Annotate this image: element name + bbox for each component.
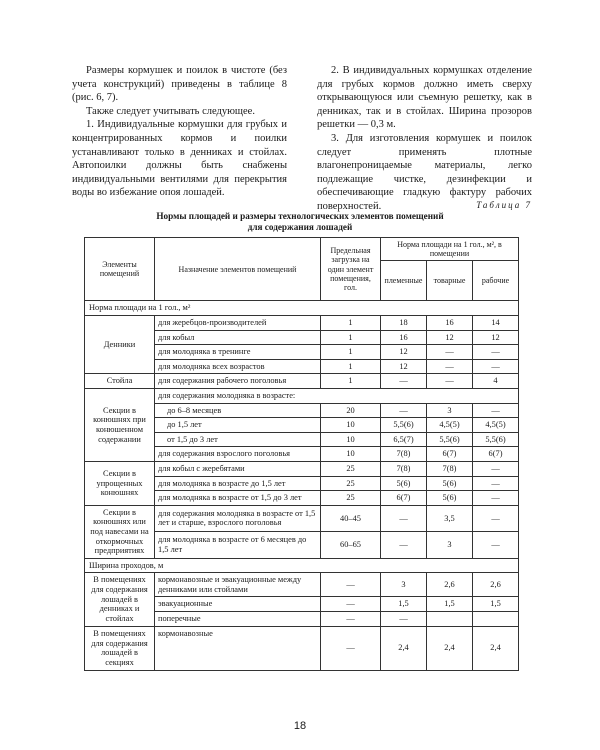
value-cell: 16 [427, 316, 473, 331]
header-commercial: товарные [427, 261, 473, 301]
value-cell: 3,5 [427, 505, 473, 531]
value-cell: 2,6 [473, 573, 519, 597]
table-row [85, 316, 519, 331]
value-cell: 3 [427, 403, 473, 418]
purpose-cell: для кобыл с жеребятами [155, 461, 321, 476]
value-cell: — [427, 345, 473, 360]
section-row [85, 301, 519, 316]
purpose-cell: для содержания молодняка в возрасте от 1,5 лет и старше, взрослого поголовья [155, 505, 321, 531]
header-limit: Предельная загрузка на один элемент помещения, гол. [321, 238, 381, 301]
value-cell: — [473, 491, 519, 506]
table-row [85, 374, 519, 389]
limit-cell: 1 [321, 359, 381, 374]
table-row [85, 388, 519, 403]
table-title [90, 211, 510, 233]
limit-cell: 1 [321, 330, 381, 345]
value-cell: 1,5 [473, 597, 519, 612]
table-row [85, 573, 519, 597]
value-cell: 16 [381, 330, 427, 345]
right-column [317, 64, 532, 214]
value-cell [427, 612, 473, 627]
limit-cell: 1 [321, 374, 381, 389]
purpose-cell: для молодняка в возрасте от 1,5 до 3 лет [155, 491, 321, 506]
value-cell: 3 [427, 532, 473, 558]
value-cell: 6(7) [427, 447, 473, 462]
limit-cell: 25 [321, 476, 381, 491]
purpose-cell: кормонавозные [155, 626, 321, 670]
value-cell: 1,5 [381, 597, 427, 612]
purpose-cell: от 1,5 до 3 лет [155, 432, 321, 447]
purpose-cell: эвакуационные [155, 597, 321, 612]
element-cell: Стойла [85, 374, 155, 389]
paragraph: 1. Индивидуальные кормушки для грубых и концентрированных кормов и поилки устанавливают только в денниках и стойлах. Автопоилки должны быть снабжены индивидуальными вентилями для перекрытия воды во избежание опоя лошадей. [72, 119, 287, 199]
limit-cell: — [321, 626, 381, 670]
value-cell: — [427, 359, 473, 374]
paragraph: 3. Для изготовления кормушек и поилок следует применять плотные влагонепроницаемые материалы, легко подлежащие чистке, дезинфекции и обеспечивающие гладкую фактуру рабочих поверхностей. [317, 132, 532, 212]
header-elements: Элементы помещений [85, 238, 155, 301]
limit-cell: 10 [321, 418, 381, 433]
value-cell: 14 [473, 316, 519, 331]
value-cell: 6(7) [381, 491, 427, 506]
value-cell: — [381, 374, 427, 389]
subheader-cell: для содержания молодняка в возрасте: [155, 388, 519, 403]
section-label: Ширина проходов, м [85, 558, 519, 573]
purpose-cell: для молодняка всех возрастов [155, 359, 321, 374]
value-cell: 12 [473, 330, 519, 345]
header-purpose: Назначение элементов помещений [155, 238, 321, 301]
table-title-line: Нормы площадей и размеры технологических элементов помещений [156, 211, 444, 221]
paragraph: 2. В индивидуальных кормушках отделение для грубых кормов должно иметь сверху открывающуюся или съемную решетку, как в денниках, так и в стойлах. Ширина прозоров решетки — 0,3 м. [317, 65, 532, 131]
paragraph: Размеры кормушек и поилок в чистоте (без учета конструкций) приведены в таблице 8 (рис. 6, 7). [72, 65, 287, 104]
value-cell: — [473, 476, 519, 491]
value-cell: — [473, 505, 519, 531]
value-cell: 6(7) [473, 447, 519, 462]
table-row [85, 626, 519, 670]
limit-cell: — [321, 573, 381, 597]
value-cell: 4,5(5) [473, 418, 519, 433]
element-cell: В помещениях для содержания лошадей в денниках и стойлах [85, 573, 155, 626]
table-row [85, 461, 519, 476]
value-cell: — [473, 359, 519, 374]
value-cell: 4,5(5) [427, 418, 473, 433]
limit-cell: — [321, 597, 381, 612]
value-cell: — [381, 532, 427, 558]
value-cell: 1,5 [427, 597, 473, 612]
purpose-cell: до 1,5 лет [155, 418, 321, 433]
header-breeding: племенные [381, 261, 427, 301]
value-cell: — [473, 532, 519, 558]
purpose-cell: для содержания взрослого поголовья [155, 447, 321, 462]
value-cell: 5,5(6) [427, 432, 473, 447]
purpose-cell: для жеребцов-производителей [155, 316, 321, 331]
limit-cell: 25 [321, 461, 381, 476]
value-cell: 2,6 [427, 573, 473, 597]
table-row [85, 505, 519, 531]
page-number: 18 [293, 720, 307, 732]
value-cell: 3 [381, 573, 427, 597]
value-cell: 18 [381, 316, 427, 331]
value-cell: 5(6) [381, 476, 427, 491]
purpose-cell: для молодняка в возрасте от 6 месяцев до 1,5 лет [155, 532, 321, 558]
value-cell: 12 [427, 330, 473, 345]
value-cell: 5,5(6) [473, 432, 519, 447]
value-cell: — [427, 374, 473, 389]
value-cell: — [381, 505, 427, 531]
value-cell: — [473, 345, 519, 360]
limit-cell: 10 [321, 432, 381, 447]
table-title-line: для содержания лошадей [247, 222, 353, 232]
value-cell: 12 [381, 359, 427, 374]
value-cell: 5(6) [427, 476, 473, 491]
value-cell: 4 [473, 374, 519, 389]
paragraph: Также следует учитывать следующее. [86, 105, 255, 117]
element-cell: Секции в конюшнях при конюшенном содержании [85, 388, 155, 461]
element-cell: Денники [85, 316, 155, 374]
value-cell: — [473, 461, 519, 476]
value-cell: 5(6) [427, 491, 473, 506]
body-text [72, 64, 532, 214]
purpose-cell: для молодняка в тренинге [155, 345, 321, 360]
table-number: Таблица 7 [476, 200, 532, 210]
left-column [72, 64, 287, 214]
value-cell: 2,4 [381, 626, 427, 670]
purpose-cell: для кобыл [155, 330, 321, 345]
value-cell [473, 612, 519, 627]
purpose-cell: для содержания рабочего поголовья [155, 374, 321, 389]
value-cell: 5,5(6) [381, 418, 427, 433]
value-cell: 6,5(7) [381, 432, 427, 447]
value-cell: 7(8) [381, 461, 427, 476]
value-cell: 2,4 [427, 626, 473, 670]
value-cell: — [381, 403, 427, 418]
purpose-cell: до 6–8 месяцев [155, 403, 321, 418]
purpose-cell: для молодняка в возрасте до 1,5 лет [155, 476, 321, 491]
limit-cell: 40–45 [321, 505, 381, 531]
value-cell: 7(8) [427, 461, 473, 476]
element-cell: Секции в упрощенных конюшнях [85, 461, 155, 505]
value-cell: 7(8) [381, 447, 427, 462]
limit-cell: 10 [321, 447, 381, 462]
limit-cell: 20 [321, 403, 381, 418]
value-cell: 2,4 [473, 626, 519, 670]
header-norm: Норма площади на 1 гол., м², в помещении [381, 238, 519, 261]
value-cell: — [473, 403, 519, 418]
purpose-cell: кормонавозные и эвакуационные между денниками или стойлами [155, 573, 321, 597]
element-cell: Секции в конюшнях или под навесами на откормочных предприятиях [85, 505, 155, 558]
section-label: Норма площади на 1 гол., м² [85, 301, 519, 316]
value-cell: — [381, 612, 427, 627]
value-cell: 12 [381, 345, 427, 360]
limit-cell: 60–65 [321, 532, 381, 558]
norms-table [84, 237, 519, 671]
limit-cell: 1 [321, 345, 381, 360]
limit-cell: — [321, 612, 381, 627]
header-working: рабочие [473, 261, 519, 301]
section-row [85, 558, 519, 573]
limit-cell: 25 [321, 491, 381, 506]
element-cell: В помещениях для содержания лошадей в секциях [85, 626, 155, 670]
limit-cell: 1 [321, 316, 381, 331]
purpose-cell: поперечные [155, 612, 321, 627]
